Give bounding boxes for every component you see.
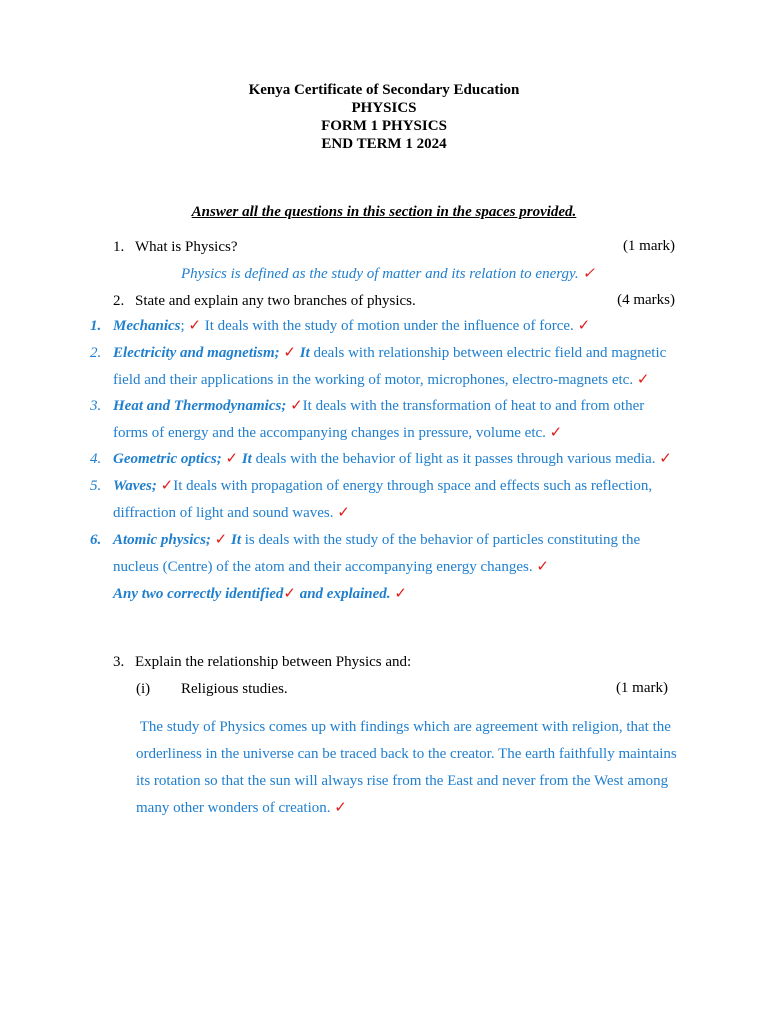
check-mark-icon: ✓ [536,559,549,575]
branch-description: It deals with propagation of energy through space and effects such as reflection, diffraction of light and sound waves. [113,478,653,521]
branch-name: Geometric optics; [113,451,222,467]
item-number: 3. [90,398,102,414]
check-mark-icon: ✓ [337,505,350,521]
sub-question-i [136,680,288,698]
instruction-text: Answer all the questions in this section in the spaces provided. [191,204,577,220]
item-number: 2. [90,345,102,361]
branch-description: It deals with the transformation of heat to and from other forms of energy and the accompanying changes in pressure, volume etc. [113,398,645,441]
form-title: FORM 1 PHYSICS [321,118,447,134]
lead-word: It [241,451,252,467]
branch-description: deals with relationship between electric field and magnetic field and their applications in the working of motor, microphones, electro-magnets etc. [113,345,667,388]
exam-body-title: Kenya Certificate of Secondary Education [248,82,520,98]
check-mark-icon: ✓ [582,266,595,282]
check-mark-icon: ✓ [636,372,650,388]
question-text: What is Physics? [135,239,238,255]
question-2-marks: (4 marks) [617,292,675,308]
answer-3 [136,714,681,822]
branch-name: Atomic physics; [113,532,211,548]
answer-text: The study of Physics comes up with findings which are agreement with religion, that the orderliness in the universe can be traced back to the creator. The earth faithfully maintains its rotation so that the sun will always rise from the East and never from the West among many other wonders of creation. [136,719,677,816]
item-number: 6. [90,532,102,548]
answer-item [90,473,680,527]
check-mark-icon: ✓ [549,425,563,441]
marking-summary [90,581,680,608]
question-3 [113,653,412,671]
question-number: 2. [113,293,125,309]
check-mark-icon: ✓ [394,586,407,602]
answer-item [90,340,680,394]
answer-item [90,393,680,447]
question-1 [113,238,238,256]
item-number: 1. [90,318,102,334]
question-1-marks: (1 mark) [622,238,675,254]
summary-text: and explained. [295,586,391,602]
check-mark-icon: ✓ [160,478,174,494]
separator: ; [180,318,185,334]
item-number: 4. [90,451,102,467]
check-mark-icon: ✓ [290,398,303,414]
branch-name: Electricity and magnetism; [113,345,280,361]
question-text: State and explain any two branches of physics. [135,293,416,309]
document-header [0,81,768,153]
check-mark-icon: ✓ [659,451,672,467]
check-mark-icon: ✓ [225,451,239,467]
question-number: 1. [113,239,125,255]
question-number: 3. [113,654,125,670]
check-mark-icon: ✓ [283,345,296,361]
branch-name: Mechanics [113,318,181,334]
question-2 [113,292,416,310]
check-mark-icon: ✓ [577,318,591,334]
item-number: 5. [90,478,102,494]
answer-1 [181,265,595,283]
branch-name: Heat and Thermodynamics; [113,398,287,414]
answer-text: Physics is defined as the study of matter and its relation to energy. [181,266,579,282]
term-title: END TERM 1 2024 [321,136,447,152]
branch-description: is deals with the study of the behavior of particles constituting the nucleus (Centre) of the atom and their accompanying energy changes. [113,532,641,575]
sub-question-label: (i) [136,681,151,697]
branch-description: deals with the behavior of light as it passes through various media. [251,451,656,467]
check-mark-icon: ✓ [188,318,201,334]
check-mark-icon: ✓ [214,532,228,548]
branch-description: It deals with the study of motion under the influence of force. [201,318,574,334]
check-mark-icon: ✓ [334,800,347,816]
answer-item [90,313,680,340]
check-mark-icon: ✓ [283,586,296,602]
branch-name: Waves; [113,478,157,494]
question-text: Explain the relationship between Physics and: [135,654,412,670]
subject-title: PHYSICS [351,100,417,116]
sub-question-text: Religious studies. [181,681,288,697]
lead-word: It [299,345,310,361]
answer-item [90,446,680,473]
summary-text: Any two correctly identified [113,586,284,602]
lead-word: It [231,532,242,548]
answer-item [90,527,680,581]
sub-question-marks: (1 mark) [615,680,668,696]
